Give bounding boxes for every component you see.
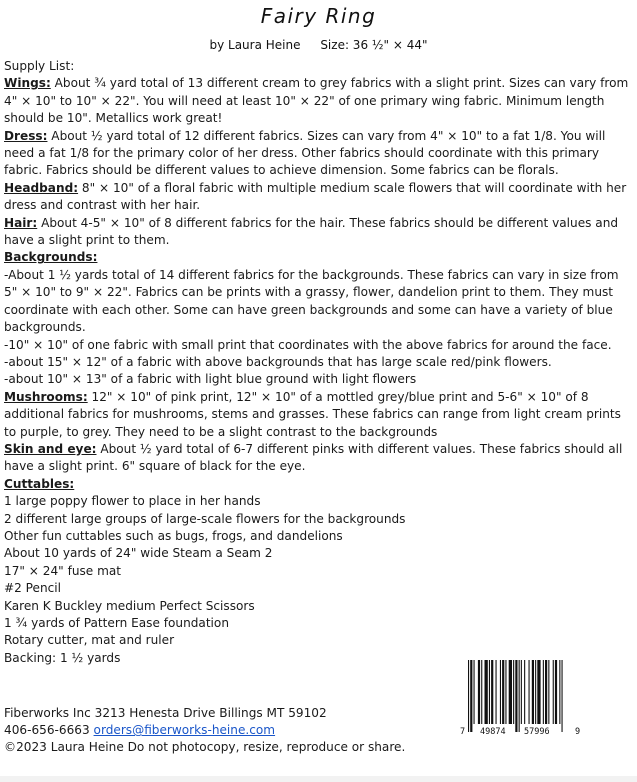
barcode-bar xyxy=(535,660,536,724)
barcode-bar xyxy=(496,660,497,724)
headband-section xyxy=(4,180,632,215)
supply-list xyxy=(4,58,632,667)
cuttables-label: Cuttables: xyxy=(4,476,75,491)
copyright-notice: ©2023 Laura Heine Do not photocopy, resize, reproduce or share. xyxy=(4,740,406,755)
phone-number: 406-656-6663 xyxy=(4,723,90,738)
barcode-bar xyxy=(519,660,520,732)
email-link[interactable]: orders@fiberworks-heine.com xyxy=(93,723,276,738)
mushrooms-section xyxy=(4,389,632,441)
cuttables-item: Other fun cuttables such as bugs, frogs, and dandelions xyxy=(4,528,343,543)
page-bottom-edge xyxy=(0,776,637,782)
cuttables-item: Rotary cutter, mat and ruler xyxy=(4,633,175,648)
hair-section xyxy=(4,215,632,250)
pattern-title: Fairy Ring xyxy=(260,4,377,28)
backgrounds-line: -about 10" × 13" of a fabric with light blue ground with light flowers xyxy=(4,372,417,387)
barcode-bar xyxy=(555,660,557,724)
barcode-bar xyxy=(521,660,522,724)
skin-text: About ½ yard total of 6-7 different pinks with different values. These fabrics should all have a slight print. 6" square of black for the eye. xyxy=(4,441,623,474)
cuttables-item: #2 Pencil xyxy=(4,581,62,596)
cuttables-item: Karen K Buckley medium Perfect Scissors xyxy=(4,598,255,613)
barcode-bar xyxy=(491,660,493,724)
backgrounds-line: -About 1 ½ yards total of 14 different fabrics for the backgrounds. These fabrics can vary in size from 5" × 10" to 9" × 22". Fabrics can be prints with a grassy, flower, dandelion print to them. They must coordinate with each other. Some can have green backgrounds and some can have a variety of blue backgrounds. xyxy=(4,267,619,335)
barcode-bar xyxy=(524,660,525,724)
cuttables-heading xyxy=(4,476,632,493)
barcode-bar xyxy=(500,660,501,724)
publisher-address: Fiberworks Inc 3213 Henesta Drive Billings MT 59102 xyxy=(4,706,327,720)
barcode-bar xyxy=(559,660,560,724)
dress-label: Dress: xyxy=(4,128,48,143)
author: by Laura Heine xyxy=(209,38,301,52)
wings-label: Wings: xyxy=(4,76,51,91)
barcode-check-digit: 9 xyxy=(575,727,581,737)
backgrounds-line: -about 15" × 12" of a fabric with above backgrounds that has large scale red/pink flowers. xyxy=(4,354,552,369)
upc-barcode xyxy=(458,658,584,738)
barcode-bar xyxy=(513,660,514,724)
barcode-bar xyxy=(470,660,472,732)
barcode-bar xyxy=(474,660,475,724)
dress-text: About ½ yard total of 12 different fabrics. Sizes can vary from 4" × 10" to a fat 1/8. You will need a fat 1/8 for the primary color of her dress. Other fabrics should coordinate with this primary fabric. Fabrics should be different values to achieve dimension. Some fabrics can be florals. xyxy=(4,128,606,178)
hair-label: Hair: xyxy=(4,215,38,230)
quilt-size: Size: 36 ½" × 44" xyxy=(320,38,428,52)
barcode-bar xyxy=(481,660,482,724)
publisher-footer xyxy=(4,705,444,757)
wings-text: About ¾ yard total of 13 different cream to grey fabrics with a slight print. Sizes can vary from 4" × 10" to 10" × 22". You will need at least 10" × 22" of one primary wing fabric. Minimum length should be 10". Metallics work great! xyxy=(4,76,629,126)
skin-label: Skin and eye: xyxy=(4,441,97,456)
barcode-bar xyxy=(537,660,540,724)
headband-text: 8" × 10" of a floral fabric with multiple medium scale flowers that will coordinate with her dress and contrast with her hair. xyxy=(4,180,627,213)
backgrounds-heading xyxy=(4,249,632,266)
dress-section xyxy=(4,128,632,180)
barcode-bar xyxy=(515,660,517,732)
barcode-bar xyxy=(478,660,480,724)
cuttables-item: Backing: 1 ½ yards xyxy=(4,650,121,665)
barcode-lead-digit: 7 xyxy=(460,727,466,737)
barcode-left-digits: 49874 xyxy=(480,727,506,737)
barcode-bar xyxy=(553,660,554,724)
barcode-bar xyxy=(489,660,490,724)
cuttables-item: 2 different large groups of large-scale flowers for the backgrounds xyxy=(4,511,406,526)
barcode-bar xyxy=(545,660,547,724)
barcode-bar xyxy=(529,660,530,724)
barcode-right-digits: 57996 xyxy=(524,727,550,737)
byline xyxy=(0,38,637,52)
barcode-bar xyxy=(543,660,544,724)
cuttables-item: 1 large poppy flower to place in her hands xyxy=(4,494,261,509)
barcode-bars xyxy=(458,658,584,734)
backgrounds-line: -10" × 10" of one fabric with small print that coordinates with the above fabrics for around the face. xyxy=(4,337,612,352)
barcode-bar xyxy=(562,660,563,732)
mushrooms-label: Mushrooms: xyxy=(4,389,88,404)
cuttables-item: 17" × 24" fuse mat xyxy=(4,563,122,578)
contact-line xyxy=(4,722,444,739)
barcode-bar xyxy=(532,660,534,724)
cuttables-item: 1 ¾ yards of Pattern Ease foundation xyxy=(4,616,229,630)
headband-label: Headband: xyxy=(4,180,79,195)
barcode-bar xyxy=(505,660,506,724)
barcode-digits xyxy=(458,727,584,739)
wings-section xyxy=(4,75,632,127)
barcode-bar xyxy=(509,660,512,724)
cuttables-item: About 10 yards of 24" wide Steam a Seam 2 xyxy=(4,546,273,561)
barcode-bar xyxy=(468,660,469,732)
barcode-bar xyxy=(485,660,488,724)
skin-section xyxy=(4,441,632,476)
mushrooms-text: 12" × 10" of pink print, 12" × 10" of a mottled grey/blue print and 5-6" × 10" of 8 additional fabrics for mushrooms, stems and grasses. These fabrics can range from light cream prints to purple, to grey. They need to be a slight contrast to the backgrounds xyxy=(4,389,621,439)
barcode-bar xyxy=(502,660,504,724)
backgrounds-label: Backgrounds: xyxy=(4,250,98,265)
hair-text: About 4-5" × 10" of 8 different fabrics for the hair. These fabrics should be different values and have a slight print to them. xyxy=(4,215,619,248)
barcode-bar xyxy=(548,660,549,724)
supply-list-heading: Supply List: xyxy=(4,59,75,73)
